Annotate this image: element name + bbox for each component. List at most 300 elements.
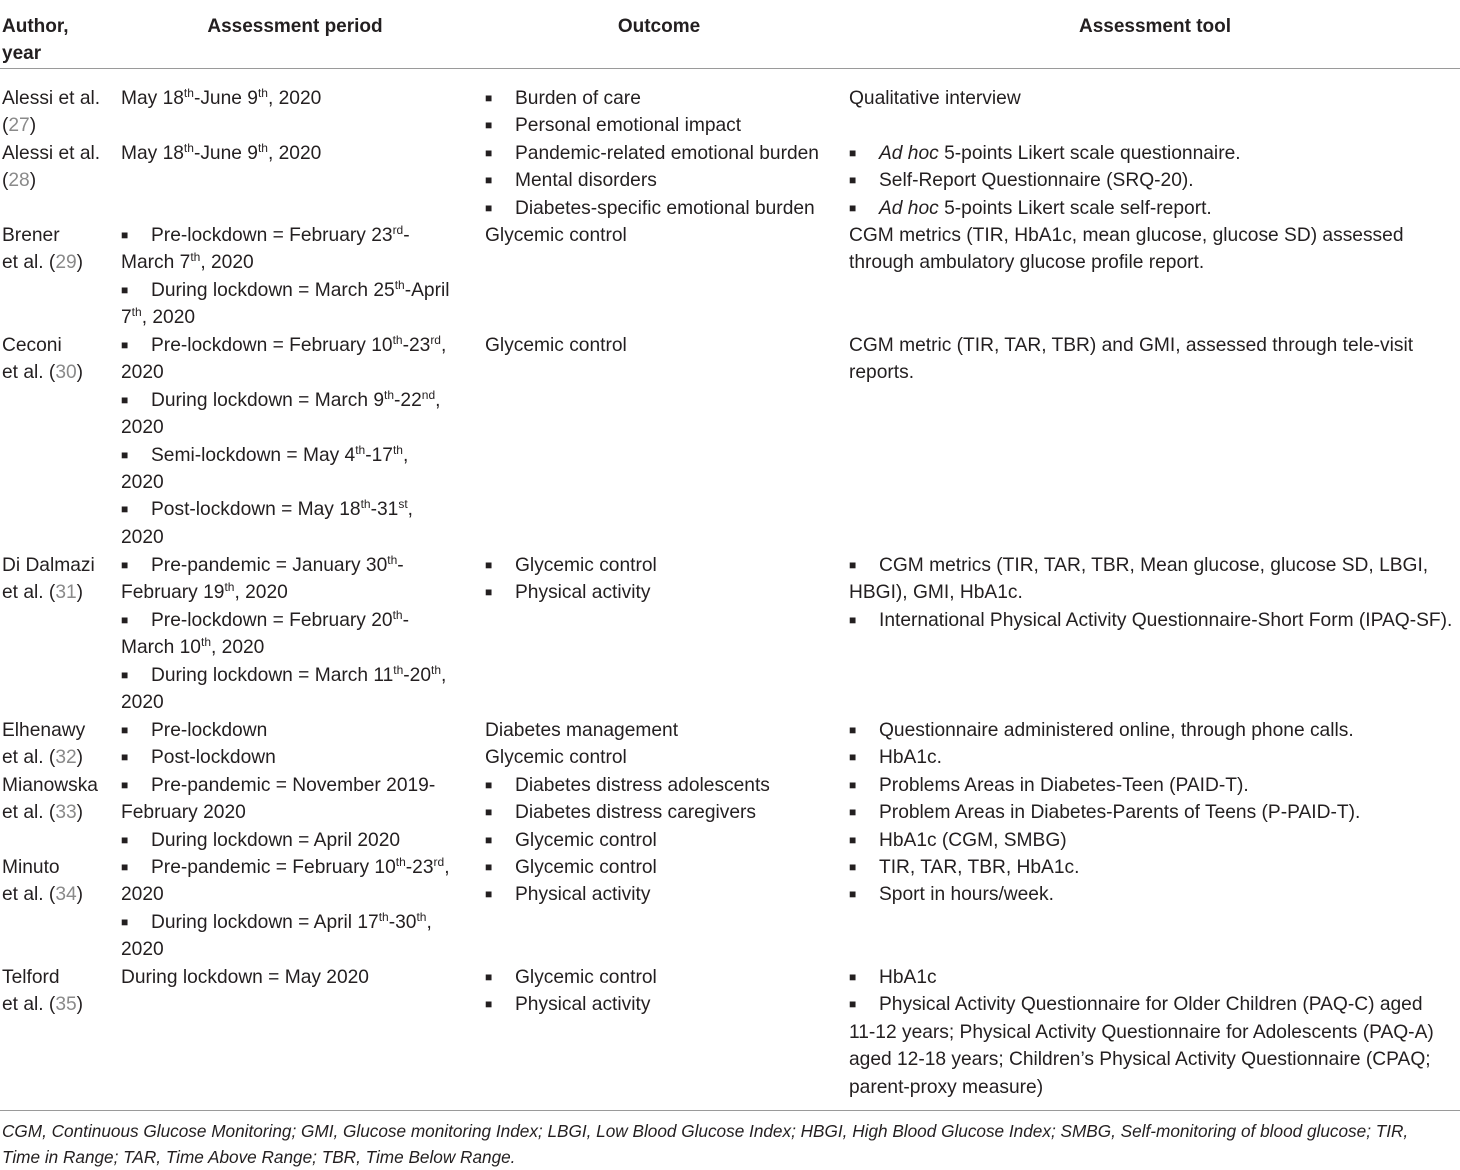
cell-period — [121, 552, 471, 716]
bullet-icon: ■ — [849, 970, 857, 984]
period-text: During lockdown = May 2020 — [121, 967, 369, 988]
cell-outcome — [485, 85, 845, 140]
period-cont — [121, 579, 471, 606]
period-text: During lockdown = March 9 — [151, 389, 385, 411]
period-text: , — [435, 389, 441, 411]
outcome-item — [485, 195, 845, 222]
tool-text: parent-proxy measure) — [849, 1076, 1044, 1098]
bullet-icon: ■ — [849, 723, 857, 737]
period-text: Post-lockdown — [151, 747, 276, 769]
period-sup: th — [384, 387, 395, 402]
tool-text: reports. — [849, 362, 915, 384]
tool-text: HbA1c. — [879, 747, 942, 769]
period-cont: 2020 — [121, 362, 164, 384]
period-sup: th — [416, 909, 427, 924]
tool-italic: Ad hoc — [879, 143, 939, 164]
bullet-icon: ■ — [849, 887, 857, 902]
period-sup: th — [378, 909, 389, 924]
period-sup: th — [257, 141, 268, 155]
ref-open: et al. ( — [2, 747, 56, 769]
author-name: Mianowska — [2, 775, 98, 796]
period-text: , 2020 — [200, 252, 254, 274]
period-sup: rd — [433, 855, 445, 869]
period-text: - — [402, 609, 409, 631]
cell-tool — [849, 854, 1457, 909]
table-header-row — [0, 0, 1460, 69]
bullet-icon: ■ — [849, 200, 857, 215]
bullet-icon: ■ — [849, 173, 857, 188]
tool-item — [849, 991, 1457, 1018]
tool-text: International Physical Activity Questionnaire-Short Form (IPAQ-SF). — [879, 609, 1453, 631]
bullet-icon: ■ — [849, 750, 857, 765]
bullet-icon: ■ — [121, 228, 129, 242]
period-text: -31 — [370, 499, 399, 521]
cell-period — [121, 222, 471, 332]
tool-text: HBGI), GMI, HbA1c. — [849, 582, 1023, 604]
outcome-text: Burden of care — [515, 88, 641, 109]
period-sup: th — [431, 662, 442, 677]
period-text: , — [426, 911, 432, 933]
author-name: Brener — [2, 225, 60, 246]
outcome-text: Glycemic control — [485, 335, 627, 356]
tool-item — [849, 607, 1457, 634]
bullet-icon: ■ — [849, 997, 857, 1012]
period-text: , — [440, 335, 447, 356]
cell-period — [121, 854, 471, 964]
period-item — [121, 827, 471, 854]
cell-outcome — [485, 717, 845, 772]
outcome-item — [485, 827, 845, 854]
period-sup: th — [394, 277, 405, 292]
reference-link[interactable]: 33 — [55, 802, 77, 824]
period-text: During lockdown = March 11 — [151, 664, 394, 686]
bullet-icon: ■ — [485, 970, 493, 984]
bullet-icon: ■ — [485, 997, 493, 1012]
cell-period — [121, 772, 471, 854]
bullet-icon: ■ — [121, 282, 129, 297]
tool-text: Physical Activity Questionnaire for Older Children (PAQ-C) aged — [879, 994, 1423, 1016]
period-item — [121, 717, 471, 744]
bullet-icon: ■ — [485, 585, 493, 600]
author-ref — [2, 799, 118, 826]
outcome-item — [485, 991, 845, 1018]
period-cont: 2020 — [121, 417, 164, 439]
outcome-text: Diabetes management — [485, 720, 679, 741]
author-ref — [2, 881, 118, 908]
bullet-icon: ■ — [121, 392, 129, 407]
cell-author — [2, 332, 118, 387]
ref-close: ) — [76, 747, 84, 769]
reference-link[interactable]: 29 — [55, 252, 77, 274]
author-name: Alessi et al. — [2, 88, 101, 109]
outcome-item — [485, 579, 845, 606]
period-cont: 2020 — [121, 526, 164, 548]
period-text: -20 — [403, 664, 432, 686]
period-text: - — [397, 555, 404, 576]
period-text: , — [444, 857, 450, 878]
cell-period — [121, 964, 471, 991]
author-ref — [2, 359, 118, 386]
period-sup: th — [200, 635, 211, 650]
period-text: Pre-lockdown = February 20 — [151, 609, 393, 631]
tool-text: CGM metric (TIR, TAR, TBR) and GMI, assessed through tele-visit — [849, 335, 1414, 356]
period-sup: th — [387, 553, 398, 567]
cell-period — [121, 140, 471, 167]
bullet-icon: ■ — [485, 887, 493, 902]
period-text: March 7 — [121, 252, 191, 274]
header-author-line2: year — [2, 43, 42, 64]
period-cont — [121, 304, 471, 331]
author-name: Elhenawy — [2, 720, 86, 741]
author-ref — [2, 579, 118, 606]
period-text: During lockdown = April 2020 — [151, 829, 401, 851]
cell-period — [121, 332, 471, 551]
period-text: February 19 — [121, 582, 225, 604]
bullet-icon: ■ — [485, 146, 493, 160]
ref-close: ) — [76, 884, 84, 906]
period-line — [121, 85, 471, 112]
ref-open: et al. ( — [2, 994, 56, 1016]
author-ref — [2, 249, 118, 276]
tool-italic: Ad hoc — [879, 197, 939, 219]
period-text: , 2020 — [211, 637, 265, 659]
bullet-icon: ■ — [485, 200, 493, 215]
author-name: Telford — [2, 967, 60, 988]
ref-open: et al. ( — [2, 802, 56, 824]
bullet-icon: ■ — [849, 805, 857, 820]
period-text: Post-lockdown = May 18 — [151, 499, 361, 521]
ref-close: ) — [76, 252, 84, 274]
cell-tool — [849, 964, 1457, 1101]
reference-link[interactable]: 31 — [55, 582, 77, 604]
author-ref — [2, 744, 118, 771]
bullet-icon: ■ — [849, 860, 857, 874]
period-text: -30 — [388, 911, 417, 933]
period-text: -June 9 — [193, 88, 258, 109]
tool-item — [849, 717, 1457, 744]
outcome-text: Glycemic control — [515, 857, 657, 878]
period-text: Pre-lockdown = February 23 — [151, 225, 393, 246]
author-ref — [2, 167, 118, 194]
tool-text: Qualitative interview — [849, 88, 1021, 109]
period-cont: 2020 — [121, 939, 164, 961]
ref-close: ) — [76, 802, 84, 824]
ref-open: ( — [2, 170, 9, 192]
period-text: Semi-lockdown = May 4 — [151, 444, 356, 466]
cell-tool — [849, 85, 1457, 112]
bullet-icon: ■ — [849, 558, 857, 572]
period-cont: 2020 — [121, 884, 164, 906]
bullet-icon: ■ — [121, 832, 129, 847]
cell-author — [2, 85, 118, 140]
tool-item — [849, 167, 1457, 194]
tool-item — [849, 772, 1457, 799]
cell-outcome — [485, 964, 845, 1019]
reference-link[interactable]: 34 — [55, 884, 77, 906]
outcome-item — [485, 140, 845, 167]
period-text: -23 — [402, 335, 431, 356]
bullet-icon: ■ — [485, 91, 493, 105]
ref-close: ) — [29, 170, 37, 192]
period-text: , — [407, 499, 414, 521]
cell-outcome — [485, 552, 845, 607]
outcome-text: Physical activity — [515, 994, 651, 1016]
period-item — [121, 662, 471, 689]
cell-tool — [849, 772, 1457, 854]
period-sup: th — [131, 305, 142, 320]
outcome-text: Glycemic control — [515, 967, 657, 988]
tool-text: 5-points Likert scale self-report. — [938, 197, 1212, 219]
tool-item — [849, 854, 1457, 881]
period-text: -April — [404, 279, 450, 301]
period-text: During lockdown = March 25 — [151, 279, 395, 301]
period-text: -17 — [365, 444, 393, 466]
period-sup: th — [395, 855, 406, 869]
period-text: May 18 — [121, 88, 184, 109]
period-item — [121, 772, 471, 799]
period-text: May 18 — [121, 143, 184, 164]
tool-item — [849, 964, 1457, 991]
cell-outcome — [485, 854, 845, 909]
ref-open: et al. ( — [2, 884, 56, 906]
tool-item — [849, 195, 1457, 222]
outcome-text: Diabetes distress caregivers — [515, 802, 757, 824]
author-name: Minuto — [2, 857, 60, 878]
period-line — [121, 140, 471, 167]
bullet-icon: ■ — [849, 832, 857, 847]
period-cont: 2020 — [121, 472, 164, 494]
cell-outcome — [485, 772, 845, 854]
period-item — [121, 442, 471, 469]
outcome-text: Mental disorders — [515, 170, 657, 192]
period-sup: th — [360, 497, 371, 512]
period-item — [121, 222, 471, 249]
cell-author — [2, 717, 118, 772]
period-sup: th — [392, 442, 403, 457]
author-name: Di Dalmazi — [2, 555, 95, 576]
period-item — [121, 332, 471, 359]
tool-text: HbA1c (CGM, SMBG) — [879, 829, 1067, 851]
period-text: Pre-pandemic = February 10 — [151, 857, 396, 878]
outcome-item — [485, 85, 845, 112]
tool-text: HbA1c — [879, 967, 937, 988]
period-sup: th — [355, 442, 366, 457]
author-name: Alessi et al. — [2, 143, 101, 164]
period-text: -23 — [405, 857, 434, 878]
bullet-icon: ■ — [485, 805, 493, 820]
cell-period — [121, 85, 471, 112]
footnote-line: Time in Range; TAR, Time Above Range; TBR, Time Below Range. — [2, 1147, 516, 1167]
tool-text: 11-12 years; Physical Activity Questionnaire for Adolescents (PAQ-A) — [849, 1021, 1434, 1043]
period-sup: rd — [430, 333, 441, 347]
reference-link[interactable]: 30 — [55, 362, 77, 384]
bullet-icon: ■ — [849, 612, 857, 627]
cell-author — [2, 772, 118, 827]
outcome-text: Diabetes-specific emotional burden — [515, 197, 815, 219]
outcome-text: Glycemic control — [485, 225, 627, 246]
period-text: During lockdown = April 17 — [151, 911, 379, 933]
period-item — [121, 277, 471, 304]
period-sup: rd — [392, 223, 404, 237]
cell-author — [2, 222, 118, 277]
bullet-icon: ■ — [121, 667, 129, 682]
outcome-item — [485, 964, 845, 991]
cell-author — [2, 140, 118, 195]
header-author-line1: Author, — [2, 16, 69, 37]
period-text: Pre-lockdown = February 10 — [151, 335, 393, 356]
period-item — [121, 909, 471, 936]
tool-text: through ambulatory glucose profile report. — [849, 252, 1205, 274]
period-cont — [121, 249, 471, 276]
bullet-icon: ■ — [121, 723, 129, 737]
tool-text: Questionnaire administered online, through phone calls. — [879, 720, 1354, 741]
outcome-text: Pandemic-related emotional burden — [515, 143, 819, 164]
period-sup: nd — [421, 387, 436, 402]
cell-tool — [849, 222, 1457, 277]
tool-item — [849, 799, 1457, 826]
bullet-icon: ■ — [485, 118, 493, 133]
tool-text: TIR, TAR, TBR, HbA1c. — [879, 857, 1080, 878]
tool-text: Problem Areas in Diabetes-Parents of Teens (P-PAID-T). — [879, 802, 1361, 824]
bullet-icon: ■ — [121, 914, 129, 929]
cell-outcome — [485, 332, 845, 359]
period-sup: th — [257, 86, 268, 100]
cell-tool — [849, 332, 1457, 387]
cell-tool — [849, 140, 1457, 222]
period-sup: st — [398, 497, 408, 512]
tool-text: aged 12-18 years; Children’s Physical Activity Questionnaire (CPAQ; — [849, 1049, 1431, 1071]
author-ref — [2, 112, 118, 139]
period-sup: th — [183, 86, 194, 100]
period-item — [121, 607, 471, 634]
period-item — [121, 854, 471, 881]
tool-text: Problems Areas in Diabetes-Teen (PAID-T). — [879, 775, 1249, 796]
header-outcome: Outcome — [617, 16, 701, 37]
cell-author — [2, 964, 118, 1019]
tool-text: Self-Report Questionnaire (SRQ-20). — [879, 170, 1194, 192]
period-sup: th — [392, 607, 403, 622]
tool-item — [849, 881, 1457, 908]
ref-open: et al. ( — [2, 362, 56, 384]
bullet-icon: ■ — [121, 338, 129, 352]
ref-close: ) — [76, 362, 84, 384]
bullet-icon: ■ — [121, 558, 129, 572]
outcome-text: Glycemic control — [485, 747, 627, 769]
tool-item — [849, 552, 1457, 579]
ref-open: et al. ( — [2, 582, 56, 604]
footnote-line: CGM, Continuous Glucose Monitoring; GMI, Glucose monitoring Index; LBGI, Low Blood Glucose Index; HBGI, High Blood Glucose Index; SMBG, Self-monitoring of blood glucose; TIR, — [2, 1121, 1409, 1141]
cell-outcome — [485, 140, 845, 222]
outcome-item — [485, 799, 845, 826]
tool-text: 5-points Likert scale questionnaire. — [938, 143, 1241, 164]
period-item — [121, 496, 471, 523]
outcome-text: Glycemic control — [515, 829, 657, 851]
bullet-icon: ■ — [849, 778, 857, 792]
bullet-icon: ■ — [121, 750, 129, 765]
period-sup: th — [190, 250, 201, 265]
author-ref — [2, 991, 118, 1018]
bullet-icon: ■ — [849, 146, 857, 160]
cell-tool — [849, 717, 1457, 772]
tool-text: Sport in hours/week. — [879, 884, 1054, 906]
table-footnote — [0, 1110, 1460, 1170]
outcome-text: Physical activity — [515, 884, 651, 906]
outcome-item — [485, 112, 845, 139]
outcome-text: Physical activity — [515, 582, 651, 604]
period-cont: February 2020 — [121, 802, 246, 824]
bullet-icon: ■ — [121, 612, 129, 627]
outcome-item — [485, 167, 845, 194]
bullet-icon: ■ — [121, 447, 129, 462]
period-text: , — [402, 444, 409, 466]
period-text: Pre-lockdown — [151, 720, 268, 741]
outcome-text: Diabetes distress adolescents — [515, 775, 770, 796]
period-text: , 2020 — [267, 88, 322, 109]
bullet-icon: ■ — [121, 860, 129, 874]
cell-tool — [849, 552, 1457, 634]
reference-link[interactable]: 32 — [55, 747, 77, 769]
period-text: March 10 — [121, 637, 201, 659]
period-item — [121, 552, 471, 579]
period-text: , 2020 — [141, 307, 196, 329]
period-item — [121, 387, 471, 414]
author-name: Ceconi — [2, 335, 62, 356]
ref-close: ) — [29, 115, 37, 137]
period-sup: th — [392, 333, 403, 347]
ref-close: ) — [76, 994, 84, 1016]
ref-open: ( — [2, 115, 9, 137]
outcome-item — [485, 772, 845, 799]
bullet-icon: ■ — [485, 778, 493, 792]
bullet-icon: ■ — [121, 502, 129, 517]
outcome-text: Glycemic control — [515, 555, 657, 576]
period-text: , — [441, 664, 447, 686]
period-text: - — [403, 225, 410, 246]
reference-link[interactable]: 28 — [8, 170, 30, 192]
bullet-icon: ■ — [121, 778, 129, 792]
header-period: Assessment period — [207, 16, 383, 37]
period-text: Pre-pandemic = January 30 — [151, 555, 388, 576]
period-sup: th — [183, 141, 194, 155]
cell-author — [2, 552, 118, 607]
period-text: , 2020 — [267, 143, 322, 164]
tool-text: CGM metrics (TIR, HbA1c, mean glucose, glucose SD) assessed — [849, 225, 1404, 246]
period-cont — [121, 634, 471, 661]
period-text: 7 — [121, 307, 132, 329]
outcome-item — [485, 552, 845, 579]
period-text: -June 9 — [193, 143, 258, 164]
period-item — [121, 744, 471, 771]
tool-item — [849, 827, 1457, 854]
period-text: -22 — [394, 389, 422, 411]
cell-author — [2, 854, 118, 909]
period-sup: th — [224, 580, 235, 595]
outcome-text: Personal emotional impact — [515, 115, 742, 137]
bullet-icon: ■ — [485, 173, 493, 188]
reference-link[interactable]: 35 — [55, 994, 77, 1016]
bullet-icon: ■ — [485, 832, 493, 847]
outcome-item — [485, 854, 845, 881]
reference-link[interactable]: 27 — [8, 115, 30, 137]
tool-text: CGM metrics (TIR, TAR, TBR, Mean glucose, glucose SD, LBGI, — [879, 555, 1429, 576]
bullet-icon: ■ — [485, 558, 493, 572]
tool-item — [849, 140, 1457, 167]
cell-outcome — [485, 222, 845, 249]
tool-item — [849, 744, 1457, 771]
period-text: Pre-pandemic = November 2019- — [151, 775, 436, 796]
header-tool: Assessment tool — [1078, 16, 1232, 37]
outcome-item — [485, 881, 845, 908]
